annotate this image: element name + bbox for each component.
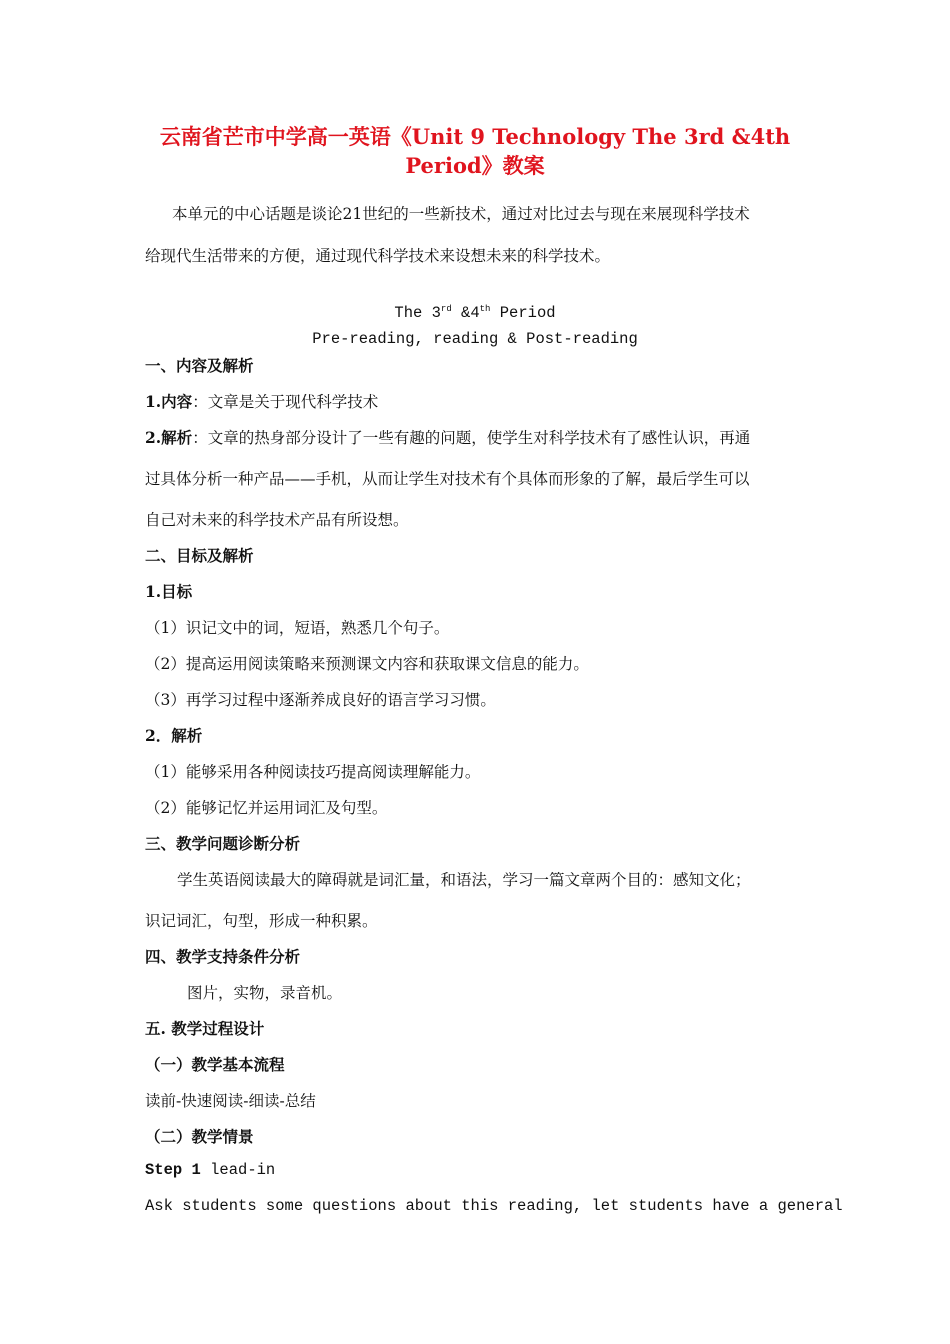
goal-item: （3）再学习过程中逐渐养成良好的语言学习习惯。 bbox=[145, 691, 496, 709]
section3-line-2: 识记词汇，句型，形成一种积累。 bbox=[145, 912, 378, 930]
period-title: The 3rd &4th Period bbox=[394, 303, 556, 322]
goal-heading: 1.目标 bbox=[145, 582, 193, 601]
sub2-heading: （二）教学情景 bbox=[145, 1127, 254, 1146]
section2-heading: 二、目标及解析 bbox=[145, 546, 254, 565]
sub1-heading: （一）教学基本流程 bbox=[145, 1055, 285, 1074]
goal-item: （1）识记文中的词，短语，熟悉几个句子。 bbox=[145, 619, 450, 637]
analysis-item: （2）能够记忆并运用词汇及句型。 bbox=[145, 799, 388, 817]
section1-analysis-line-1: 2.解析：文章的热身部分设计了一些有趣的问题，使学生对科学技术有了感性认识，再通 bbox=[145, 428, 751, 447]
analysis-heading: 2．解析 bbox=[145, 726, 203, 745]
goal-item: （2）提高运用阅读策略来预测课文内容和获取课文信息的能力。 bbox=[145, 655, 589, 673]
title-line-1: 云南省芒市中学高一英语《Unit 9 Technology The 3rd &4th bbox=[159, 124, 791, 149]
section5-heading: 五. 教学过程设计 bbox=[145, 1019, 265, 1038]
section1-heading: 一、内容及解析 bbox=[145, 356, 254, 375]
section1-analysis-line-3: 自己对未来的科学技术产品有所设想。 bbox=[145, 511, 409, 529]
period-subtitle: Pre-reading, reading & Post-reading bbox=[312, 330, 638, 348]
sub1-text: 读前-快速阅读-细读-总结 bbox=[145, 1092, 316, 1110]
section3-heading: 三、教学问题诊断分析 bbox=[145, 834, 301, 853]
intro-line-1: 本单元的中心话题是谈论21世纪的一些新技术，通过对比过去与现在来展现科学技术 bbox=[172, 205, 750, 223]
section1-content: 1.内容：文章是关于现代科学技术 bbox=[145, 392, 379, 411]
section4-heading: 四、教学支持条件分析 bbox=[145, 947, 301, 966]
step1-line: Step 1 lead-in bbox=[145, 1161, 276, 1179]
title-line-2: Period》教案 bbox=[405, 153, 545, 178]
section1-analysis-line-2: 过具体分析一种产品——手机，从而让学生对技术有个具体而形象的了解，最后学生可以 bbox=[145, 470, 750, 488]
document-title bbox=[145, 122, 805, 180]
intro-line-2: 给现代生活带来的方便，通过现代科学技术来设想未来的科学技术。 bbox=[145, 247, 611, 265]
analysis-item: （1）能够采用各种阅读技巧提高阅读理解能力。 bbox=[145, 763, 481, 781]
step1-description: Ask students some questions about this reading, let students have a general bbox=[145, 1197, 843, 1215]
section4-text: 图片，实物，录音机。 bbox=[187, 984, 343, 1002]
section3-line-1: 学生英语阅读最大的障碍就是词汇量，和语法，学习一篇文章两个目的：感知文化； bbox=[177, 871, 751, 889]
